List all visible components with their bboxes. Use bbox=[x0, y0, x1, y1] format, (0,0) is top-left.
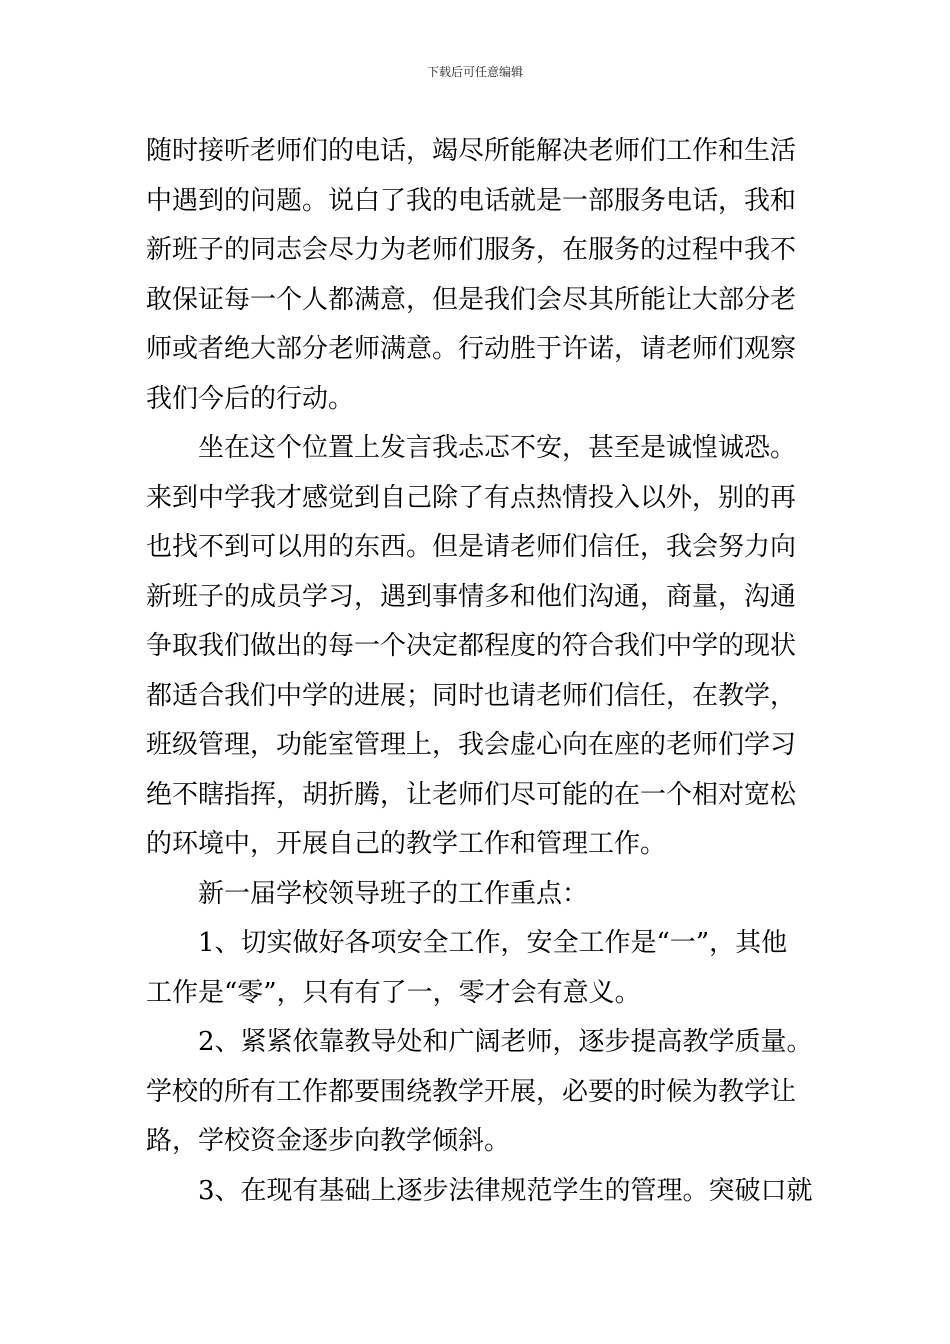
text-line: 绝不瞎指挥，胡折腾，让老师们尽可能的在一个相对宽松 bbox=[146, 779, 797, 810]
text-line: 1、切实做好各项安全工作，安全工作是“一”，其他 bbox=[198, 928, 788, 958]
paragraph bbox=[146, 1018, 813, 1167]
text-line: 新班子的同志会尽力为老师们服务，在服务的过程中我不 bbox=[146, 235, 797, 265]
text-line: 师或者绝大部分老师满意。行动胜于许诺，请老师们观察 bbox=[146, 334, 797, 364]
text-line: 工作是“零”，只有有了一，零才会有意义。 bbox=[146, 977, 641, 1008]
text-line: 随时接听老师们的电话，竭尽所能解决老师们工作和生活 bbox=[146, 136, 797, 166]
document-body bbox=[146, 127, 813, 1216]
text-line: 3、在现有基础上逐步法律规范学生的管理。突破口就 bbox=[198, 1175, 813, 1206]
paragraph bbox=[146, 424, 806, 870]
text-line: 坐在这个位置上发言我忐忑不安，甚至是诚惶诚恐。 bbox=[198, 433, 797, 463]
paragraph bbox=[146, 919, 806, 1018]
text-line: 也找不到可以用的东西。但是请老师们信任，我会努力向 bbox=[146, 532, 797, 562]
paragraph bbox=[146, 870, 806, 920]
paragraph bbox=[146, 127, 806, 424]
text-line: 都适合我们中学的进展；同时也请老师们信任，在教学， bbox=[146, 680, 797, 711]
text-line: 来到中学我才感觉到自己除了有点热情投入以外，别的再 bbox=[146, 482, 797, 513]
text-line: 班级管理，功能室管理上，我会虚心向在座的老师们学习 bbox=[146, 730, 797, 760]
paragraph bbox=[146, 1167, 813, 1217]
text-line: 的环境中，开展自己的教学工作和管理工作。 bbox=[146, 829, 667, 859]
text-line: 新一届学校领导班子的工作重点： bbox=[198, 878, 589, 909]
text-line: 2、紧紧依靠教导处和广阔老师，逐步提高教学质量。 bbox=[198, 1027, 813, 1057]
text-line: 路，学校资金逐步向教学倾斜。 bbox=[146, 1126, 511, 1156]
text-line: 敢保证每一个人都满意，但是我们会尽其所能让大部分老 bbox=[146, 284, 797, 315]
text-line: 争取我们做出的每一个决定都程度的符合我们中学的现状 bbox=[146, 631, 797, 661]
text-line: 中遇到的问题。说白了我的电话就是一部服务电话，我和 bbox=[146, 185, 797, 216]
text-line: 新班子的成员学习，遇到事情多和他们沟通，商量，沟通 bbox=[146, 581, 797, 612]
text-line: 学校的所有工作都要围绕教学开展，必要的时候为教学让 bbox=[146, 1076, 797, 1107]
page-header: 下载后可任意编辑 bbox=[426, 65, 523, 79]
text-line: 我们今后的行动。 bbox=[146, 383, 355, 414]
